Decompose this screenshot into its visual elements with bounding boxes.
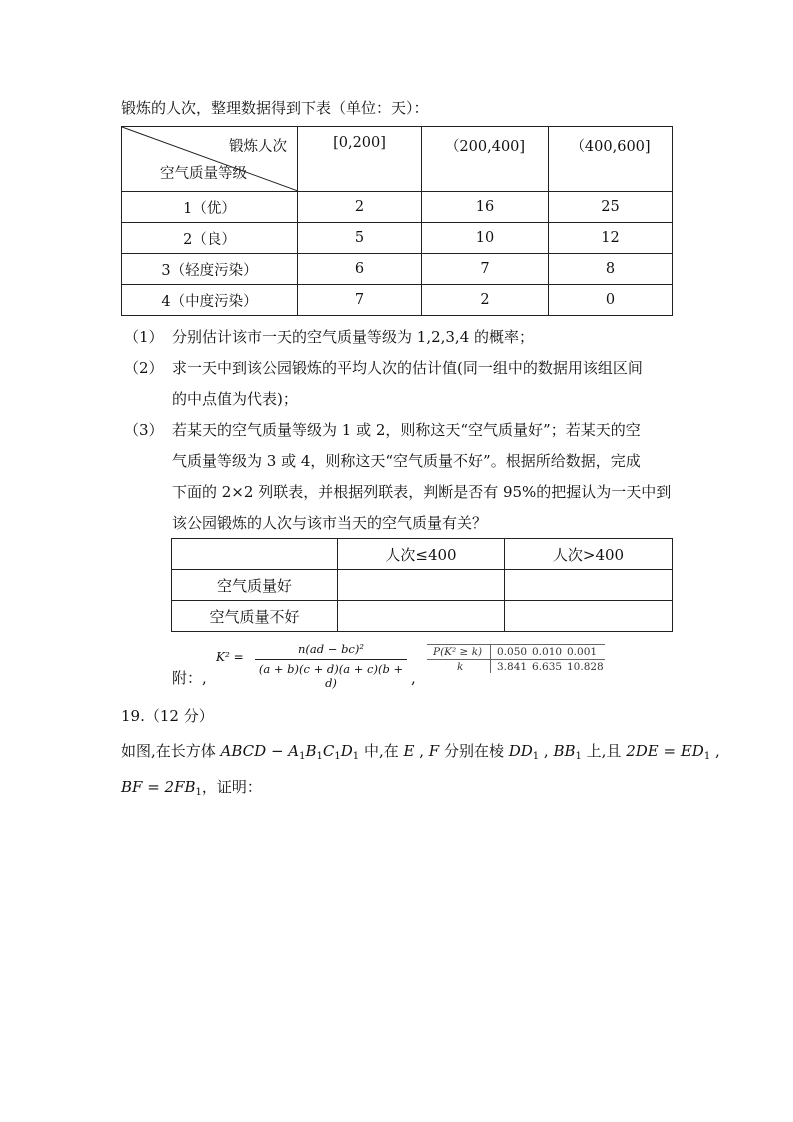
subscript: 1: [334, 751, 341, 762]
text-run: ,: [414, 742, 429, 760]
p-value: 0.050: [497, 646, 528, 658]
p-value: 0.010: [532, 646, 563, 658]
k-value: 3.841: [497, 661, 528, 673]
math-run: C: [322, 742, 335, 760]
q3-line: 下面的 2×2 列联表，并根据列联表，判断是否有 95%的把握认为一天中到: [172, 483, 672, 501]
math-run: B: [305, 742, 317, 760]
appendix-comma: ,: [411, 669, 416, 687]
problem-19-line: [121, 777, 262, 803]
math-run: BF = 2FB: [121, 778, 196, 796]
table-cell: 8: [549, 254, 673, 285]
col-header: （400,600]: [549, 127, 673, 192]
table-row: [122, 285, 673, 316]
formula-denominator: (a + b)(c + d)(a + c)(b + d): [258, 662, 404, 690]
text-run: 上,且: [581, 742, 627, 760]
table-cell: 7: [422, 254, 549, 285]
q1-text: 分别估计该市一天的空气质量等级为 1,2,3,4 的概率；: [172, 328, 535, 346]
table-cell: 25: [549, 192, 673, 223]
table-header-row: [172, 539, 673, 570]
subscript: 1: [575, 751, 582, 762]
ptable-mid-rule: [427, 659, 605, 660]
table-row: [172, 570, 673, 601]
fraction-bar: [255, 659, 407, 660]
text-run: ,: [710, 742, 720, 760]
data-table: [121, 126, 673, 316]
table-header-row: [122, 127, 673, 192]
text-run: 中,在: [359, 742, 404, 760]
problem-19-header: 19.（12 分）: [121, 707, 214, 725]
col-header: 人次≤400: [338, 539, 505, 570]
contingency-table: [171, 538, 673, 632]
col-header: （200,400]: [422, 127, 549, 192]
formula-numerator: n(ad − bc)²: [298, 642, 364, 656]
q3-line: 该公园锻炼的人次与该市当天的空气质量有关？: [172, 514, 488, 532]
q1-number: （1）: [124, 328, 164, 346]
empty-cell[interactable]: [338, 570, 505, 601]
table-row: [122, 254, 673, 285]
row-label: 空气质量不好: [172, 601, 338, 632]
text-run: 如图,在长方体: [121, 742, 221, 760]
row-label: 空气质量好: [172, 570, 338, 601]
table-cell: 5: [298, 223, 422, 254]
col-header: 人次>400: [505, 539, 673, 570]
table-cell: 2: [298, 192, 422, 223]
table-cell: 16: [422, 192, 549, 223]
math-run: D: [340, 742, 353, 760]
q2-line: 求一天中到该公园锻炼的平均人次的估计值(同一组中的数据用该组区间: [172, 359, 643, 377]
q3-line: 若某天的空气质量等级为 1 或 2，则称这天“空气质量好”；若某天的空: [172, 421, 641, 439]
ptable-top-rule: [427, 644, 605, 645]
k2-lhs: K² =: [216, 650, 244, 664]
k-value: 6.635: [532, 661, 563, 673]
q2-line: 的中点值为代表)；: [172, 390, 298, 408]
table-cell: 6: [298, 254, 422, 285]
math-run: E: [403, 742, 415, 760]
row-label: 1（优）: [122, 192, 298, 223]
empty-cell[interactable]: [338, 601, 505, 632]
subscript: 1: [195, 787, 202, 798]
table-row: [122, 192, 673, 223]
subscript: 1: [316, 751, 323, 762]
k-label: k: [457, 661, 464, 673]
math-run: DD: [508, 742, 533, 760]
row-label: 4（中度污染）: [122, 285, 298, 316]
row-label: 2（良）: [122, 223, 298, 254]
text-run: 分别在棱: [439, 742, 509, 760]
subscript: 1: [532, 751, 540, 762]
empty-cell[interactable]: [505, 601, 673, 632]
text-run: ，证明：: [201, 778, 262, 796]
p-header: P(K² ≥ k): [433, 646, 483, 658]
p-value: 0.001: [567, 646, 598, 658]
math-run: ABCD − A: [220, 742, 300, 760]
row-label: 3（轻度污染）: [122, 254, 298, 285]
text-run: ,: [539, 742, 554, 760]
q2-number: （2）: [124, 359, 164, 377]
problem-19-line: [121, 741, 720, 767]
k-value: 10.828: [567, 661, 604, 673]
diag-bottom-label: 空气质量等级: [160, 166, 247, 182]
ptable-vrule: [490, 645, 491, 673]
diag-top-label: 锻炼人次: [229, 139, 287, 155]
table-cell: 7: [298, 285, 422, 316]
math-run: 2DE = ED: [626, 742, 704, 760]
q3-line: 气质量等级为 3 或 4，则称这天“空气质量不好”。根据所给数据，完成: [172, 452, 641, 470]
table-cell: 10: [422, 223, 549, 254]
math-run: BB: [553, 742, 576, 760]
corner-cell: [172, 539, 338, 570]
table-cell: 2: [422, 285, 549, 316]
diagonal-header-cell: [122, 127, 298, 192]
subscript: 1: [352, 751, 360, 762]
subscript: 1: [703, 751, 711, 762]
col-header: [0,200]: [298, 127, 422, 192]
table-row: [122, 223, 673, 254]
appendix-label: 附：,: [172, 669, 207, 687]
table-row: [172, 601, 673, 632]
table-cell: 12: [549, 223, 673, 254]
math-run: F: [428, 742, 440, 760]
q3-number: （3）: [124, 421, 164, 439]
table-cell: 0: [549, 285, 673, 316]
empty-cell[interactable]: [505, 570, 673, 601]
subscript: 1: [299, 751, 306, 762]
intro-text: 锻炼的人次，整理数据得到下表（单位：天）：: [121, 99, 429, 117]
